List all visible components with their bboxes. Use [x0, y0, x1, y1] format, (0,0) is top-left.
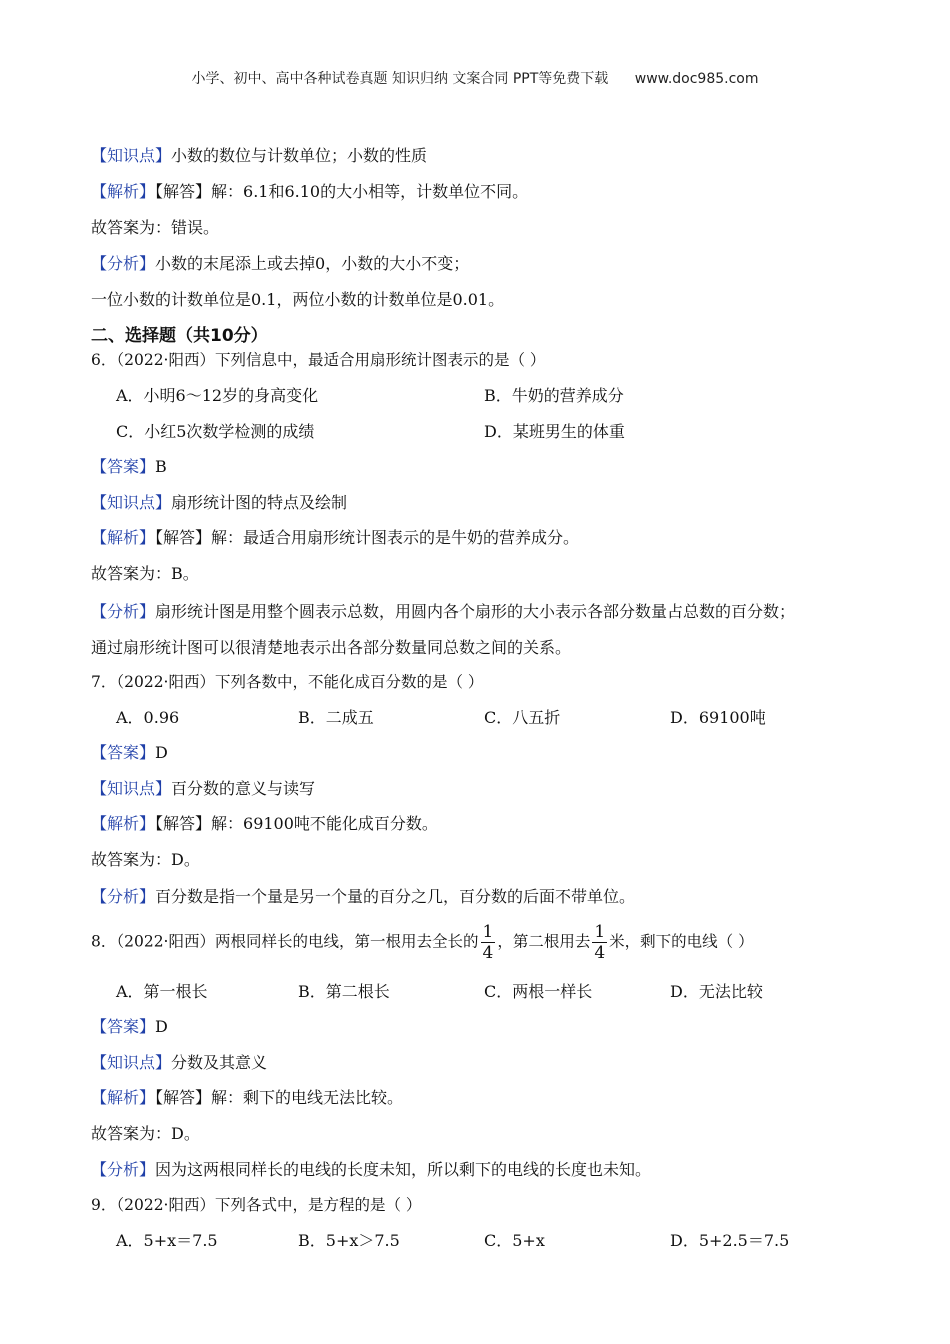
- q6-fenxi-2: 通过扇形统计图可以很清楚地表示出各部分数量同总数之间的关系。: [91, 638, 572, 657]
- q8-answer-line: 故答案为：D。: [91, 1124, 200, 1143]
- page-header: [0, 68, 950, 88]
- q6-analysis: [91, 527, 579, 549]
- q6-fenxi: [91, 601, 795, 623]
- q8-answer: [91, 1016, 168, 1038]
- fraction-numerator: 1: [594, 922, 606, 942]
- q8-stem-part-c: 米，剩下的电线（ ）: [609, 932, 754, 951]
- fenxi-text: 小数的末尾添上或去掉0，小数的大小不变；: [155, 254, 470, 273]
- q8-fenxi: [91, 1159, 651, 1181]
- section-title: 二、选择题（共10分）: [91, 326, 268, 346]
- q6-stem: 6．（2022·阳西）下列信息中，最适合用扇形统计图表示的是（ ）: [91, 351, 546, 369]
- analysis-text: 【解答】解：最适合用扇形统计图表示的是牛奶的营养成分。: [155, 528, 580, 547]
- answer-tag: 【答案】: [91, 1017, 156, 1036]
- q8-option-a: A．第一根长: [116, 982, 208, 1001]
- fraction-one-quarter: [481, 922, 496, 963]
- q7-answer: [91, 742, 168, 764]
- fraction-denominator: 4: [482, 943, 494, 963]
- q7-option-b: B．二成五: [298, 708, 374, 727]
- q6-option-c: C．小红5次数学检测的成绩: [116, 422, 315, 441]
- answer-text: D: [155, 1017, 168, 1036]
- header-text: 小学、初中、高中各种试卷真题 知识归纳 文案合同 PPT等免费下载: [191, 71, 609, 87]
- q8-option-b: B．第二根长: [298, 982, 390, 1001]
- fraction-numerator: 1: [482, 922, 494, 942]
- q6-answer-line: 故答案为：B。: [91, 564, 199, 583]
- fenxi-tag: 【分析】: [91, 1160, 156, 1179]
- q9-option-a: A．5+x＝7.5: [116, 1231, 218, 1250]
- answer-tag: 【答案】: [91, 743, 156, 762]
- q8-option-d: D．无法比较: [670, 982, 763, 1001]
- q7-option-c: C．八五折: [484, 708, 561, 727]
- q6-option-b: B．牛奶的营养成分: [484, 386, 624, 405]
- q8-stem-part-a: 8．（2022·阳西）两根同样长的电线，第一根用去全长的: [91, 932, 479, 951]
- analysis-tag: 【解析】: [91, 528, 156, 547]
- q7-fenxi: [91, 886, 635, 908]
- knowledge-tag: 【知识点】: [91, 1053, 172, 1072]
- q5-fenxi-line-2: 一位小数的计数单位是0.1，两位小数的计数单位是0.01。: [91, 290, 505, 309]
- fenxi-tag: 【分析】: [91, 887, 156, 906]
- q7-option-d: D．69100吨: [670, 708, 766, 727]
- knowledge-text: 分数及其意义: [171, 1053, 268, 1072]
- q6-option-d: D．某班男生的体重: [484, 422, 625, 441]
- knowledge-tag: 【知识点】: [91, 779, 172, 798]
- knowledge-text: 扇形统计图的特点及绘制: [171, 493, 348, 512]
- q8-knowledge: [91, 1052, 267, 1074]
- q9-option-b: B．5+x＞7.5: [298, 1231, 400, 1250]
- q8-option-c: C．两根一样长: [484, 982, 593, 1001]
- analysis-text: 【解答】解：6.1和6.10的大小相等，计数单位不同。: [155, 182, 529, 201]
- q8-stem: [91, 922, 754, 963]
- knowledge-tag: 【知识点】: [91, 146, 172, 165]
- q7-stem: 7．（2022·阳西）下列各数中，不能化成百分数的是（ ）: [91, 673, 484, 691]
- fenxi-text: 扇形统计图是用整个圆表示总数，用圆内各个扇形的大小表示各部分数量占总数的百分数；: [155, 602, 796, 621]
- fenxi-text: 因为这两根同样长的电线的长度未知，所以剩下的电线的长度也未知。: [155, 1160, 652, 1179]
- analysis-text: 【解答】解：剩下的电线无法比较。: [155, 1088, 404, 1107]
- fraction-one-quarter: [592, 922, 607, 963]
- q9-option-c: C．5+x: [484, 1231, 545, 1250]
- q5-fenxi-line: [91, 253, 469, 275]
- q9-stem: 9．（2022·阳西）下列各式中，是方程的是（ ）: [91, 1196, 422, 1214]
- q6-answer: [91, 456, 167, 478]
- q8-stem-part-b: ，第二根用去: [497, 932, 591, 951]
- fenxi-tag: 【分析】: [91, 602, 156, 621]
- knowledge-text: 小数的数位与计数单位；小数的性质: [171, 146, 428, 165]
- q5-answer-line: 故答案为：错误。: [91, 218, 220, 237]
- fraction-denominator: 4: [594, 943, 606, 963]
- q7-knowledge: [91, 778, 315, 800]
- q7-option-a: A．0.96: [116, 708, 180, 727]
- answer-text: D: [155, 743, 168, 762]
- q6-knowledge: [91, 492, 347, 514]
- analysis-tag: 【解析】: [91, 182, 156, 201]
- q8-analysis: [91, 1087, 403, 1109]
- knowledge-tag: 【知识点】: [91, 493, 172, 512]
- q7-answer-line: 故答案为：D。: [91, 850, 200, 869]
- q5-knowledge-line: [91, 145, 427, 167]
- q9-option-d: D．5+2.5＝7.5: [670, 1231, 790, 1250]
- q5-analysis-line: [91, 181, 528, 203]
- q6-option-a: A．小明6～12岁的身高变化: [116, 386, 319, 405]
- analysis-text: 【解答】解：69100吨不能化成百分数。: [155, 814, 438, 833]
- answer-text: B: [155, 457, 167, 476]
- answer-tag: 【答案】: [91, 457, 156, 476]
- knowledge-text: 百分数的意义与读写: [171, 779, 316, 798]
- analysis-tag: 【解析】: [91, 1088, 156, 1107]
- fenxi-text: 百分数是指一个量是另一个量的百分之几，百分数的后面不带单位。: [155, 887, 636, 906]
- fenxi-tag: 【分析】: [91, 254, 156, 273]
- analysis-tag: 【解析】: [91, 814, 156, 833]
- header-url[interactable]: www.doc985.com: [634, 71, 759, 87]
- q7-analysis: [91, 813, 438, 835]
